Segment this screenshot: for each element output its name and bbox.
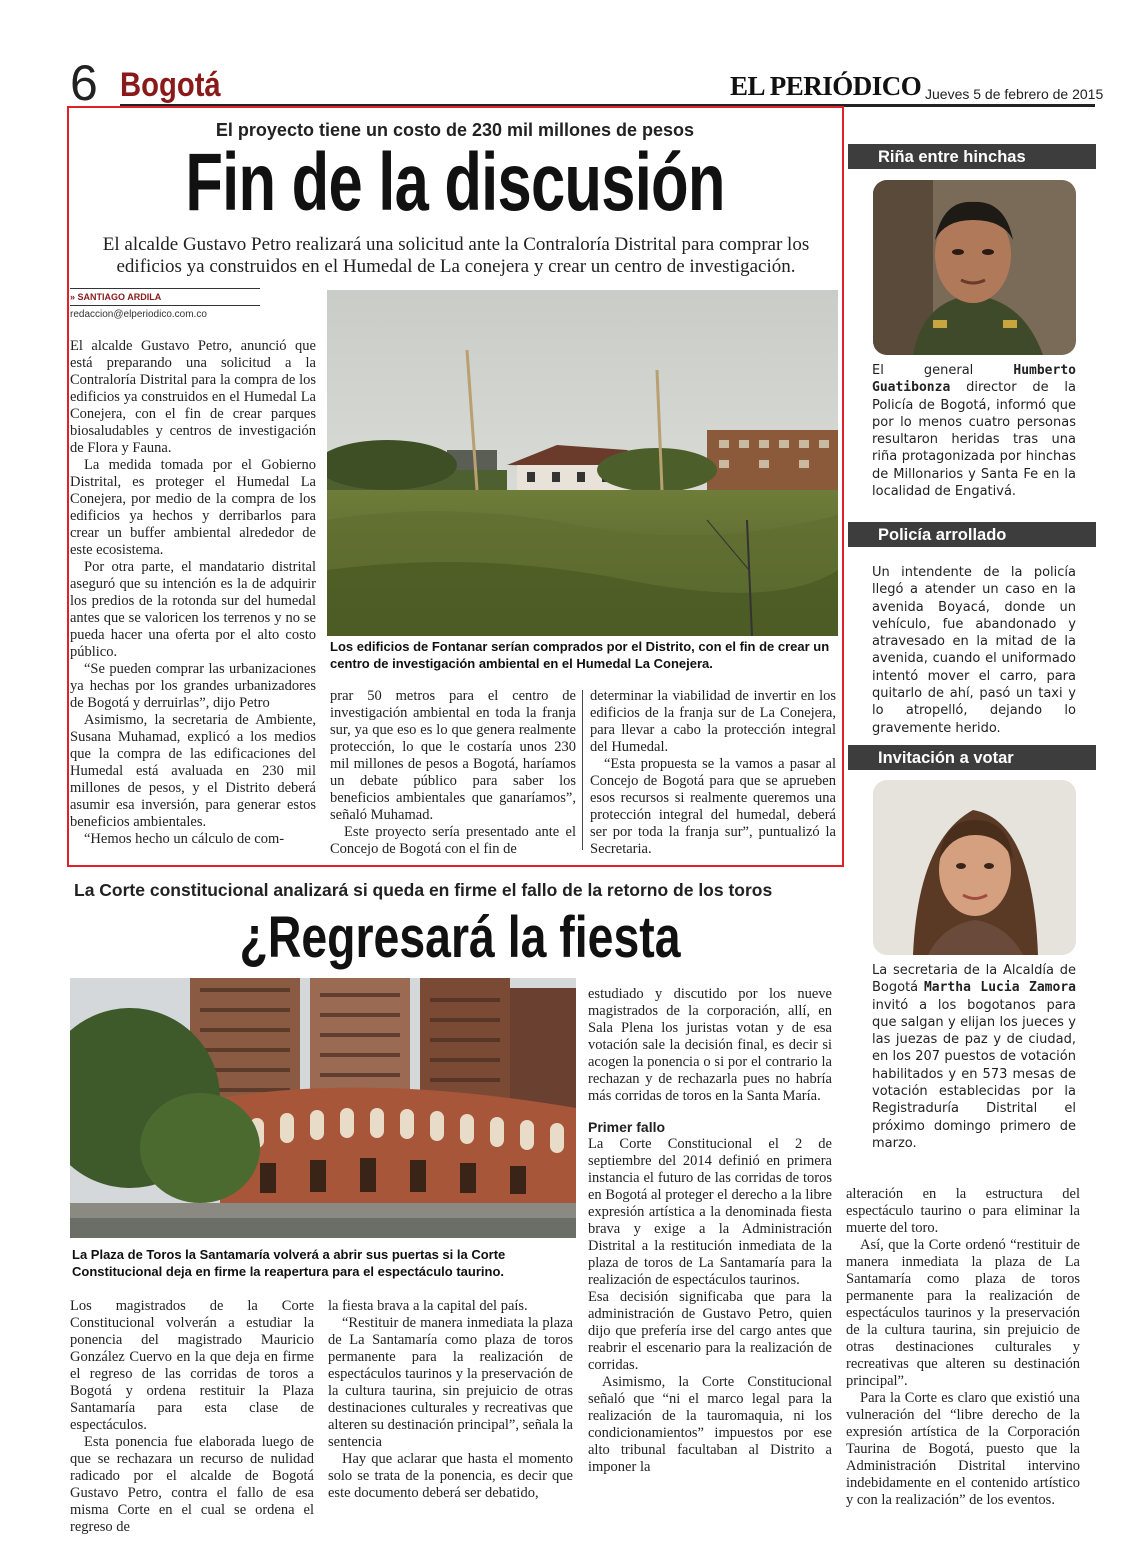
- paragraph: Asimismo, la secretaria de Ambiente, Susana Muhamad, explicó a los medios que la compra de las edificaciones del Humedal está avaluada en 230 mil millones de pesos, y el Distrito deberá asumir esa inversión, para generar estos beneficios ambientales.: [70, 712, 316, 830]
- subhead-primer-fallo: Primer fallo: [588, 1119, 666, 1135]
- byline-email[interactable]: redaccion@elperiodico.com.co: [70, 309, 207, 320]
- paragraph: El alcalde Gustavo Petro, anunció que está preparando una solicitud a la Contraloría Distrital para la compra de los edificios ya construidos en el Humedal La Conejera, con el fin de crear parques biosaludables y centros de investigación de Flora y Fauna.: [70, 338, 316, 456]
- paragraph: Este proyecto sería presentado ante el Concejo de Bogotá con el fin de: [330, 824, 576, 857]
- paragraph: la fiesta brava a la capital del país.: [328, 1298, 528, 1314]
- paragraph: La Corte Constitucional el 2 de septiembre del 2014 definió en primera instancia el futuro de las corridas de toros en Bogotá al proteger el derecho a la libre expresión artística a la denominada fiesta brava y exige a la Administración Distrital a la restitución inmediata de la plaza de toros de La Santamaría para la realización de espectáculos taurinos.: [588, 1136, 832, 1288]
- issue-date: Jueves 5 de febrero de 2015: [925, 86, 1104, 102]
- byline-marker-icon: »: [70, 292, 76, 302]
- paragraph: Esta ponencia fue elaborada luego de que se rechazara un recurso de nulidad radicado por el alcalde de Bogotá Gustavo Petro, contra el fallo de esa misma Corte en el cual se ordena el regreso de: [70, 1434, 314, 1535]
- paragraph: “Hemos hecho un cálculo de com-: [84, 831, 285, 847]
- text-run: invitó a los bogotanos para que salgan y elijan los jueces y las juezas de paz y de ciudad, en los 207 puestos de votación habilitados y en 573 mesas de votación establecidas por la Registraduría Distrital el próximo domingo primero de marzo.: [872, 997, 1076, 1151]
- article1-column-1: [70, 338, 316, 848]
- article2-photo-caption: La Plaza de Toros la Santamaría volverá a abrir sus puertas si la Corte Constitucional deja en firme la reapertura para el espectáculo taurino.: [72, 1247, 506, 1279]
- byline-rule: [70, 288, 260, 289]
- article1-kicker: El proyecto tiene un costo de 230 mil millones de pesos: [215, 120, 695, 140]
- person-name: Humberto Guatibonza: [872, 363, 1076, 396]
- article2-column-a: [70, 1298, 314, 1536]
- paragraph: Los magistrados de la Corte Constitucional volverán a estudiar la ponencia del magistrado Mauricio González Cuervo en la que deja en firme el regreso de las corridas de toros a Bogotá y ordena restituir la Plaza Santamaría para esta clase de espectáculos.: [70, 1298, 314, 1433]
- plaza-photo: [70, 978, 576, 1238]
- wetland-landscape-image: [327, 290, 838, 636]
- article2-kicker: La Corte constitucional analizará si queda en firme el fallo de la retorno de los toros: [74, 880, 773, 900]
- article1-column-2: [330, 688, 576, 858]
- paragraph: alteración en la estructura del espectáculo taurino o para eliminar la muerte del toro.: [846, 1186, 1080, 1236]
- bullring-image: [70, 978, 576, 1238]
- sidebar-box1-text: [872, 362, 1076, 500]
- article1-column-3: [590, 688, 836, 858]
- section-name: Bogotá: [120, 66, 221, 104]
- paragraph: Por otra parte, el mandatario distrital aseguró que su intención es la de adquirir los predios de la rotonda sur del humedal antes que se valoricen los terrenos y no se pueda hacer una oferta por el alto costo público.: [70, 559, 316, 660]
- paragraph: Hay que aclarar que hasta el momento solo se trata de la ponencia, es decir que este documento deberá ser debatido,: [328, 1451, 573, 1501]
- article1-headline: Fin de la discusión: [185, 137, 725, 228]
- article2-column-c: [588, 986, 832, 1476]
- paragraph: “Se pueden comprar las urbanizaciones ya hechas por los grandes urbanizadores de Bogotá y derruirlas”, dijo Petro: [70, 661, 316, 711]
- secretary-portrait-image: [873, 780, 1076, 955]
- fontanar-photo: [327, 290, 838, 636]
- paragraph: “Esta propuesta se la vamos a pasar al Concejo de Bogotá para que se aprueben esos recursos si realmente queremos una protección integral del humedal, deberá ser por toda la franja sur”, puntualizó la Secretaria.: [590, 756, 836, 857]
- page-number: 6: [70, 55, 98, 111]
- byline: [70, 292, 161, 302]
- sidebar-box2-text: Un intendente de la policía llegó a atender un caso en la avenida Boyacá, donde un vehículo, fue abandonado y atravesado en la mitad de la avenida, cuando el uniformado intentó mover el carro, para quitarlo de ahí, pasó un taxi y lo atropelló, dejando lo gravemente herido.: [872, 565, 1076, 736]
- paragraph: prar 50 metros para el centro de investigación ambiental en toda la franja sur, ya que eso es lo que genera realmente protección, lo que le costaría unos 230 mil millones de pesos a Bogotá, haríamos un debate público para saber los beneficios ambientales que ganaríamos”, señaló Muhamad.: [330, 688, 576, 823]
- guatibonza-photo: [873, 180, 1076, 355]
- paragraph: Asimismo, la Corte Constitucional señaló que “ni el marco legal para la realización de la tauromaquia, ni los condicionamientos” impuestos por ese alto tribunal facultaban al Distrito a imponer la: [588, 1374, 832, 1475]
- person-name: Martha Lucia Zamora: [923, 980, 1076, 996]
- paragraph: Esa decisión significaba que para la administración de Gustavo Petro, quien dijo que prefería irse del cargo antes que reabrir el escenario para la realización de corridas.: [588, 1289, 832, 1373]
- sidebar-box1-title: Riña entre hinchas: [848, 144, 1096, 169]
- paragraph: La medida tomada por el Gobierno Distrital, es proteger el Humedal La Conejera, por medio de la compra de los edificios ya hechos y derribarlos para crear un buffer ambiental alrededor de este ecosistema.: [70, 457, 316, 558]
- column-rule: [582, 690, 583, 850]
- article2-column-b: [328, 1298, 573, 1502]
- sidebar-box3-title: Invitación a votar: [848, 745, 1096, 770]
- text-run: La secretaria de la Alcaldía de Bogotá: [872, 963, 1076, 996]
- paragraph: determinar la viabilidad de invertir en los edificios de la franja sur de La Conejera, para llevar a cabo la protección integral del Humedal.: [590, 688, 836, 755]
- paragraph: Así, que la Corte ordenó “restituir de manera inmediata la plaza de La Santamaría como plaza de toros permanente para la realización de espectáculos taurinos y la preservación de la cultura taurina, sin prejuicio de otras destinaciones culturales y recreativas que alteren su destinación principal”.: [846, 1237, 1080, 1389]
- article2-column-d: [846, 1186, 1080, 1509]
- paragraph: estudiado y discutido por los nueve magistrados de la corporación, allí, en Sala Plena los juristas votan y de esa votación sale la decisión final, es decir si acogen la ponencia o si por el contrario la rechazan y de rechazarla pues no habría más corridas de toros en la Santa María.: [588, 986, 832, 1104]
- sidebar-box2-title: Policía arrollado: [848, 522, 1096, 547]
- paragraph: Para la Corte es claro que existió una vulneración del “libre derecho de la expresión artística de la Corporación Taurina de Bogotá, puesto que la Administración Distrital intervino indebidamente en el contenido artístico y con la realización” de los eventos.: [846, 1390, 1080, 1508]
- text-run: El general: [872, 363, 1014, 378]
- byline-rule-bottom: [70, 305, 260, 306]
- newspaper-name: EL PERIÓDICO: [730, 71, 922, 101]
- zamora-photo: [873, 780, 1076, 955]
- article1-photo-caption: Los edificios de Fontanar serían comprados por el Distrito, con el fin de crear un centro de investigación ambiental en el Humedal La Conejera.: [330, 639, 830, 671]
- paragraph: “Restituir de manera inmediata la plaza de La Santamaría como plaza de toros permanente para la realización de espectáculos taurinos y la preservación de la cultura taurina, sin prejuicio de otras destinaciones culturales y recreativas que alteren su destinación principal”, señala la sentencia: [328, 1315, 573, 1450]
- general-portrait-image: [873, 180, 1076, 355]
- sidebar-box3-text: [872, 962, 1076, 1152]
- article1-deck: El alcalde Gustavo Petro realizará una solicitud ante la Contraloría Distrital para comprar los edificios ya construidos en el Humedal de La conejera y crear un centro de investigación.: [102, 234, 810, 277]
- text-run: director de la Policía de Bogotá, informó que por lo menos cuatro personas resultaron heridas tras una riña protagonizada por hinchas de Millonarios y Santa Fe en la localidad de Engativá.: [872, 380, 1076, 500]
- byline-author: SANTIAGO ARDILA: [77, 292, 162, 302]
- article2-headline: ¿Regresará la fiesta: [239, 905, 681, 970]
